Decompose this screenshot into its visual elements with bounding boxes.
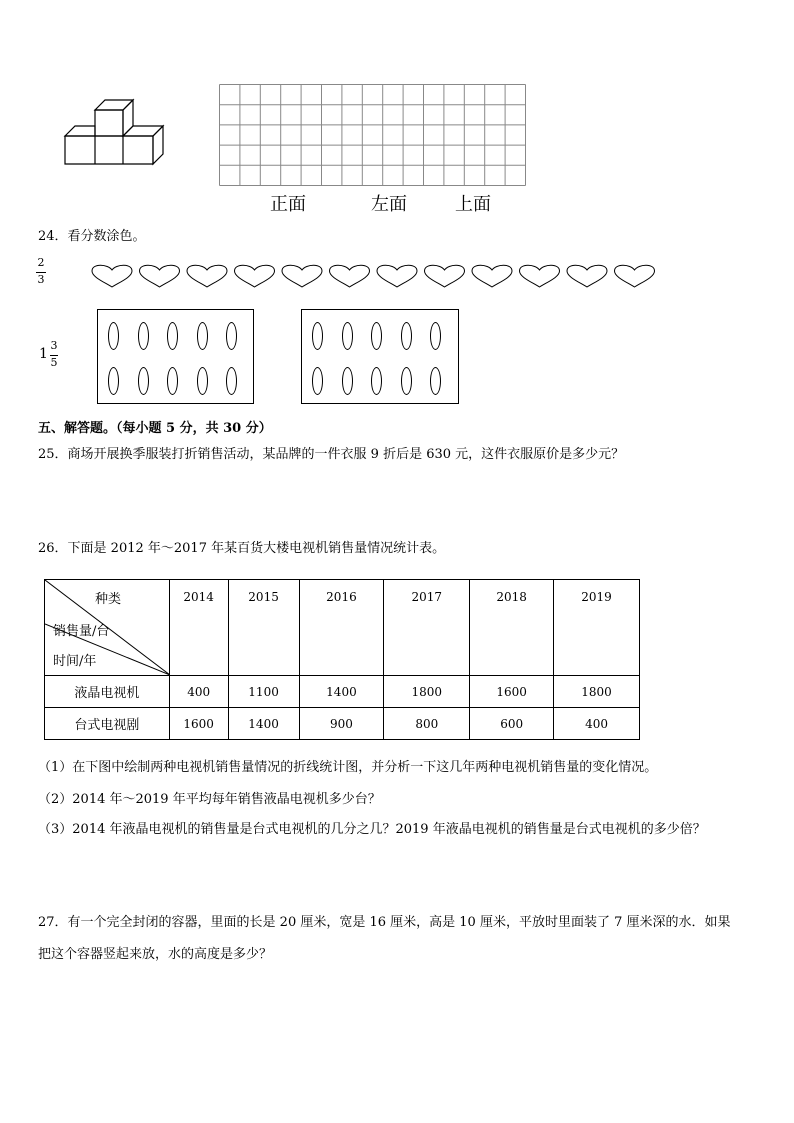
frac1-denominator: 3	[37, 273, 45, 286]
cube-stack-figure	[60, 96, 170, 170]
frac2-whole: 1	[39, 346, 48, 362]
heart-shape[interactable]	[425, 265, 465, 287]
table-row	[45, 708, 640, 740]
oval-shape[interactable]	[430, 367, 441, 395]
oval-shape[interactable]	[108, 322, 119, 350]
year-cell: 2019	[554, 580, 640, 676]
row-label: 液晶电视机	[45, 676, 170, 708]
drawing-grid	[219, 84, 526, 186]
oval-shape[interactable]	[312, 367, 323, 395]
section5-title: 五、解答题。（每小题 5 分，共 30 分）	[38, 421, 272, 436]
oval-shape[interactable]	[226, 367, 237, 395]
table-cell: 1100	[228, 676, 299, 708]
oval-shape[interactable]	[226, 322, 237, 350]
year-cell: 2016	[299, 580, 384, 676]
year-cell: 2018	[470, 580, 554, 676]
q26-sub3: （3）2014 年液晶电视机的销售量是台式电视机的几分之几？2019 年液晶电视机的销售量是台式电视机的多少倍？	[38, 822, 706, 837]
oval-shape[interactable]	[197, 322, 208, 350]
left-view-label: 左面	[371, 194, 407, 215]
q26-sub1: （1）在下图中绘制两种电视机销售量情况的折线统计图，并分析一下这几年两种电视机销售量的变化情况。	[38, 760, 658, 775]
table-cell: 600	[470, 708, 554, 740]
heart-shape[interactable]	[235, 265, 275, 287]
oval-shape[interactable]	[401, 367, 412, 395]
year-cell: 2017	[384, 580, 470, 676]
header-sales-label: 销售量/台	[53, 624, 110, 639]
table-cell: 1600	[470, 676, 554, 708]
heart-shape[interactable]	[377, 265, 417, 287]
oval-shape[interactable]	[167, 367, 178, 395]
oval-shape[interactable]	[371, 322, 382, 350]
q27-line1: 27．有一个完全封闭的容器，里面的长是 20 厘米，宽是 16 厘米，高是 10 厘米，平放时里面装了 7 厘米深的水．如果	[38, 915, 731, 930]
table-cell: 1600	[169, 708, 228, 740]
frac2-numerator: 3	[50, 339, 58, 352]
sales-table	[44, 579, 640, 740]
year-cell: 2015	[228, 580, 299, 676]
oval-shape[interactable]	[430, 322, 441, 350]
q25-text: 25．商场开展换季服装打折销售活动，某品牌的一件衣服 9 折后是 630 元，这件衣服原价是多少元？	[38, 447, 625, 462]
oval-shape[interactable]	[167, 322, 178, 350]
q24-title: 24．看分数涂色。	[38, 229, 146, 244]
table-cell: 400	[554, 708, 640, 740]
diagonal-header-cell	[45, 580, 170, 676]
q27-line2: 把这个容器竖起来放，水的高度是多少？	[38, 947, 273, 962]
row-label: 台式电视剧	[45, 708, 170, 740]
heart-shape[interactable]	[615, 265, 655, 287]
heart-shape[interactable]	[282, 265, 322, 287]
table-cell: 900	[299, 708, 384, 740]
oval-shape[interactable]	[197, 367, 208, 395]
oval-shape[interactable]	[342, 322, 353, 350]
hearts-row	[88, 262, 668, 288]
frac1-numerator: 2	[37, 256, 45, 269]
year-cell: 2014	[169, 580, 228, 676]
table-row	[45, 676, 640, 708]
heart-shape[interactable]	[92, 265, 132, 287]
heart-shape[interactable]	[187, 265, 227, 287]
table-cell: 1800	[554, 676, 640, 708]
table-cell: 1400	[228, 708, 299, 740]
header-time-label: 时间/年	[53, 654, 97, 669]
heart-shape[interactable]	[520, 265, 560, 287]
oval-shape[interactable]	[138, 367, 149, 395]
oval-shape[interactable]	[371, 367, 382, 395]
oval-shape[interactable]	[342, 367, 353, 395]
oval-shape[interactable]	[108, 367, 119, 395]
q26-intro: 26．下面是 2012 年～2017 年某百货大楼电视机销售量情况统计表。	[38, 541, 446, 556]
heart-shape[interactable]	[472, 265, 512, 287]
header-kind-label: 种类	[95, 592, 122, 607]
table-cell: 1800	[384, 676, 470, 708]
heart-shape[interactable]	[330, 265, 370, 287]
oval-shape[interactable]	[138, 322, 149, 350]
table-header-row	[45, 580, 640, 676]
oval-shape[interactable]	[312, 322, 323, 350]
heart-shape[interactable]	[140, 265, 180, 287]
table-cell: 400	[169, 676, 228, 708]
table-cell: 800	[384, 708, 470, 740]
oval-shape[interactable]	[401, 322, 412, 350]
heart-shape[interactable]	[567, 265, 607, 287]
top-view-label: 上面	[455, 194, 491, 215]
frac2-denominator: 5	[50, 356, 58, 369]
q26-sub2: （2）2014 年～2019 年平均每年销售液晶电视机多少台？	[38, 792, 381, 807]
table-cell: 1400	[299, 676, 384, 708]
front-view-label: 正面	[270, 194, 306, 215]
